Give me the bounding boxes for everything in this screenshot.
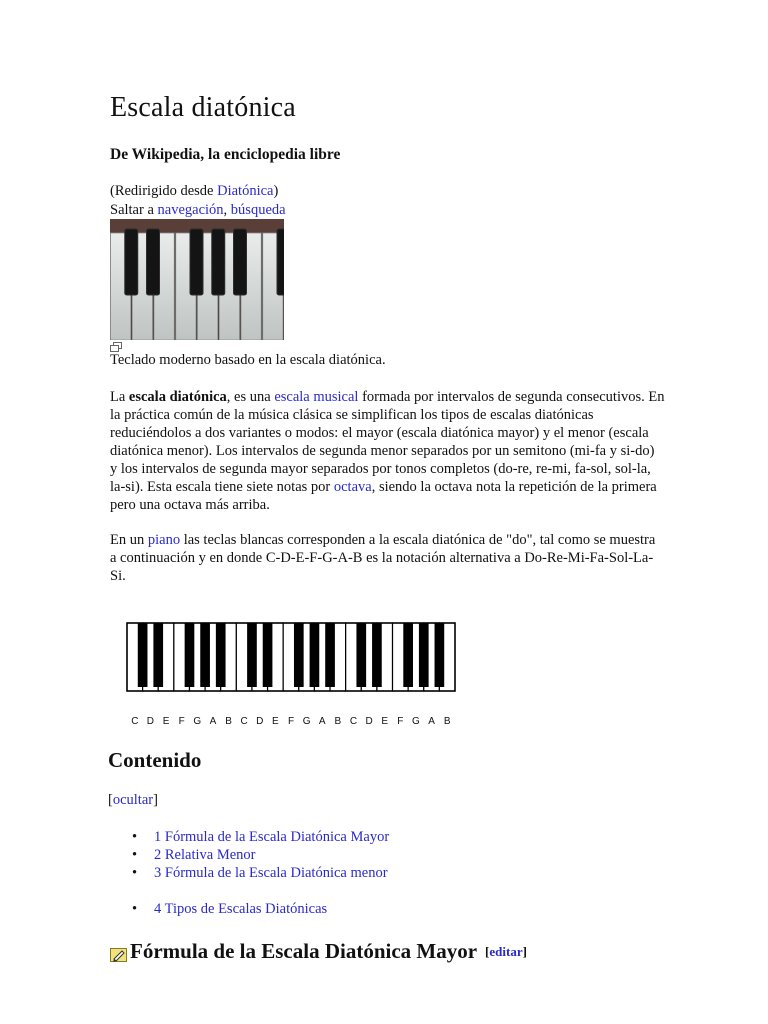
note-label: E (381, 716, 389, 727)
image-caption: Teclado moderno basado en la escala diatónica. (110, 352, 386, 368)
note-label: F (178, 716, 185, 727)
black-key (310, 623, 320, 687)
black-key (153, 623, 163, 687)
black-key (247, 623, 257, 687)
note-label: C (240, 716, 248, 727)
toc-link-1[interactable]: 1 Fórmula de la Escala Diatónica Mayor (154, 829, 390, 845)
note-label: D (365, 716, 373, 727)
photo-black-key (277, 229, 284, 295)
octava-link[interactable]: octava (333, 479, 372, 495)
photo-black-key (190, 229, 203, 295)
p1-bold-term: escala diatónica (128, 389, 227, 405)
jump-navigation-link[interactable]: navegación (157, 202, 224, 218)
keyboard-svg (125, 621, 457, 727)
toc-toggle-open: [ (108, 792, 113, 808)
note-label: C (349, 716, 358, 727)
black-key (325, 623, 335, 687)
note-label: F (287, 716, 295, 727)
p1-text-c: formada por intervalos de segunda consecutivos. En la práctica común de la música clásica se simplifican los tipos de escalas diatónicas reduciéndolos a dos variantes o modos: el mayor (escala diatónica mayor) y el menor (escala diatónica menor). Los intervalos de segunda menor separados por un semitono (mi-fa y si-do) y los intervalos de segunda mayor separados por tonos completos (do-re, re-mi, fa-sol, sol-la, la-si). Esta escala tiene siete notas por (110, 389, 665, 495)
note-label: A (209, 716, 217, 727)
note-label: F (397, 716, 404, 727)
note-label: E (162, 716, 170, 727)
intro-paragraph-1 (110, 388, 665, 514)
note-label: A (428, 716, 435, 727)
enlarge-icon[interactable] (110, 339, 122, 349)
photo-black-key (147, 229, 160, 295)
toc-item (132, 900, 389, 918)
edit-icon[interactable] (110, 944, 128, 960)
note-label: D (256, 716, 264, 727)
black-key (185, 623, 195, 687)
redirect-prefix: (Redirigido desde (110, 183, 218, 199)
section-heading-text: Fórmula de la Escala Diatónica Mayor (130, 939, 478, 963)
escala-musical-link[interactable]: escala musical (274, 389, 359, 405)
black-key (200, 623, 210, 687)
black-key (435, 623, 445, 687)
toc-toggle-close: ] (153, 792, 158, 808)
toc-item (132, 864, 389, 882)
p2-text-b: las teclas blancas corresponden a la escala diatónica de "do", tal como se muestra a continuación y en donde C-D-E-F-G-A-B es la notación alternativa a Do-Re-Mi-Fa-Sol-La-Si. (110, 532, 656, 584)
black-key (403, 623, 413, 687)
black-key (356, 623, 366, 687)
intro-paragraph-2 (110, 531, 665, 585)
p1-text-a: La (110, 389, 129, 405)
photo-black-key (125, 229, 138, 295)
jump-prefix: Saltar a (110, 202, 158, 218)
redirect-suffix: ) (273, 183, 279, 199)
note-label: B (443, 716, 451, 727)
toc-heading: Contenido (108, 748, 202, 772)
edit-open: [ (485, 943, 490, 959)
p1-text-b: , es una (226, 389, 275, 405)
piano-photo[interactable] (110, 219, 284, 340)
black-key (419, 623, 429, 687)
note-label: A (318, 716, 326, 727)
toc-link-2[interactable]: 2 Relativa Menor (154, 847, 256, 863)
toc-toggle (108, 792, 158, 809)
black-key (372, 623, 382, 687)
black-key (294, 623, 304, 687)
redirect-notice (110, 183, 278, 200)
note-label: G (193, 716, 202, 727)
toc-link-3[interactable]: 3 Fórmula de la Escala Diatónica menor (154, 865, 388, 881)
note-label: B (225, 716, 232, 727)
toc-link-4[interactable]: 4 Tipos de Escalas Diatónicas (154, 901, 328, 917)
note-label: G (302, 716, 311, 727)
page-subtitle: De Wikipedia, la enciclopedia libre (110, 146, 341, 163)
note-label: C (131, 716, 139, 727)
photo-black-key (212, 229, 225, 295)
black-key (138, 623, 148, 687)
section-edit (485, 944, 527, 960)
keyboard-diagram (125, 621, 457, 732)
jump-search-link[interactable]: búsqueda (230, 202, 286, 218)
photo-black-key (234, 229, 247, 295)
toc-item (132, 828, 389, 846)
edit-close: ] (522, 943, 527, 959)
keyboard-note-labels (131, 716, 451, 727)
toc-hide-link[interactable]: ocultar (112, 792, 154, 808)
jump-separator: , (223, 202, 231, 218)
edit-link[interactable]: editar (489, 943, 523, 959)
toc-item (132, 846, 389, 864)
note-label: D (146, 716, 155, 727)
note-label: B (334, 716, 342, 727)
black-key (263, 623, 273, 687)
section-heading (110, 939, 527, 964)
black-key (216, 623, 226, 687)
p2-text-a: En un (110, 532, 148, 548)
redirect-link[interactable]: Diatónica (217, 183, 274, 199)
note-label: E (272, 716, 279, 727)
piano-link[interactable]: piano (147, 532, 181, 548)
page-title: Escala diatónica (110, 92, 296, 123)
note-label: G (412, 716, 420, 727)
toc-list (132, 828, 389, 918)
p1-text-d: , siendo la octava nota la repetición de la primera pero una octava más arriba. (110, 479, 657, 513)
piano-photo-svg (110, 219, 284, 340)
jump-links (110, 202, 286, 219)
